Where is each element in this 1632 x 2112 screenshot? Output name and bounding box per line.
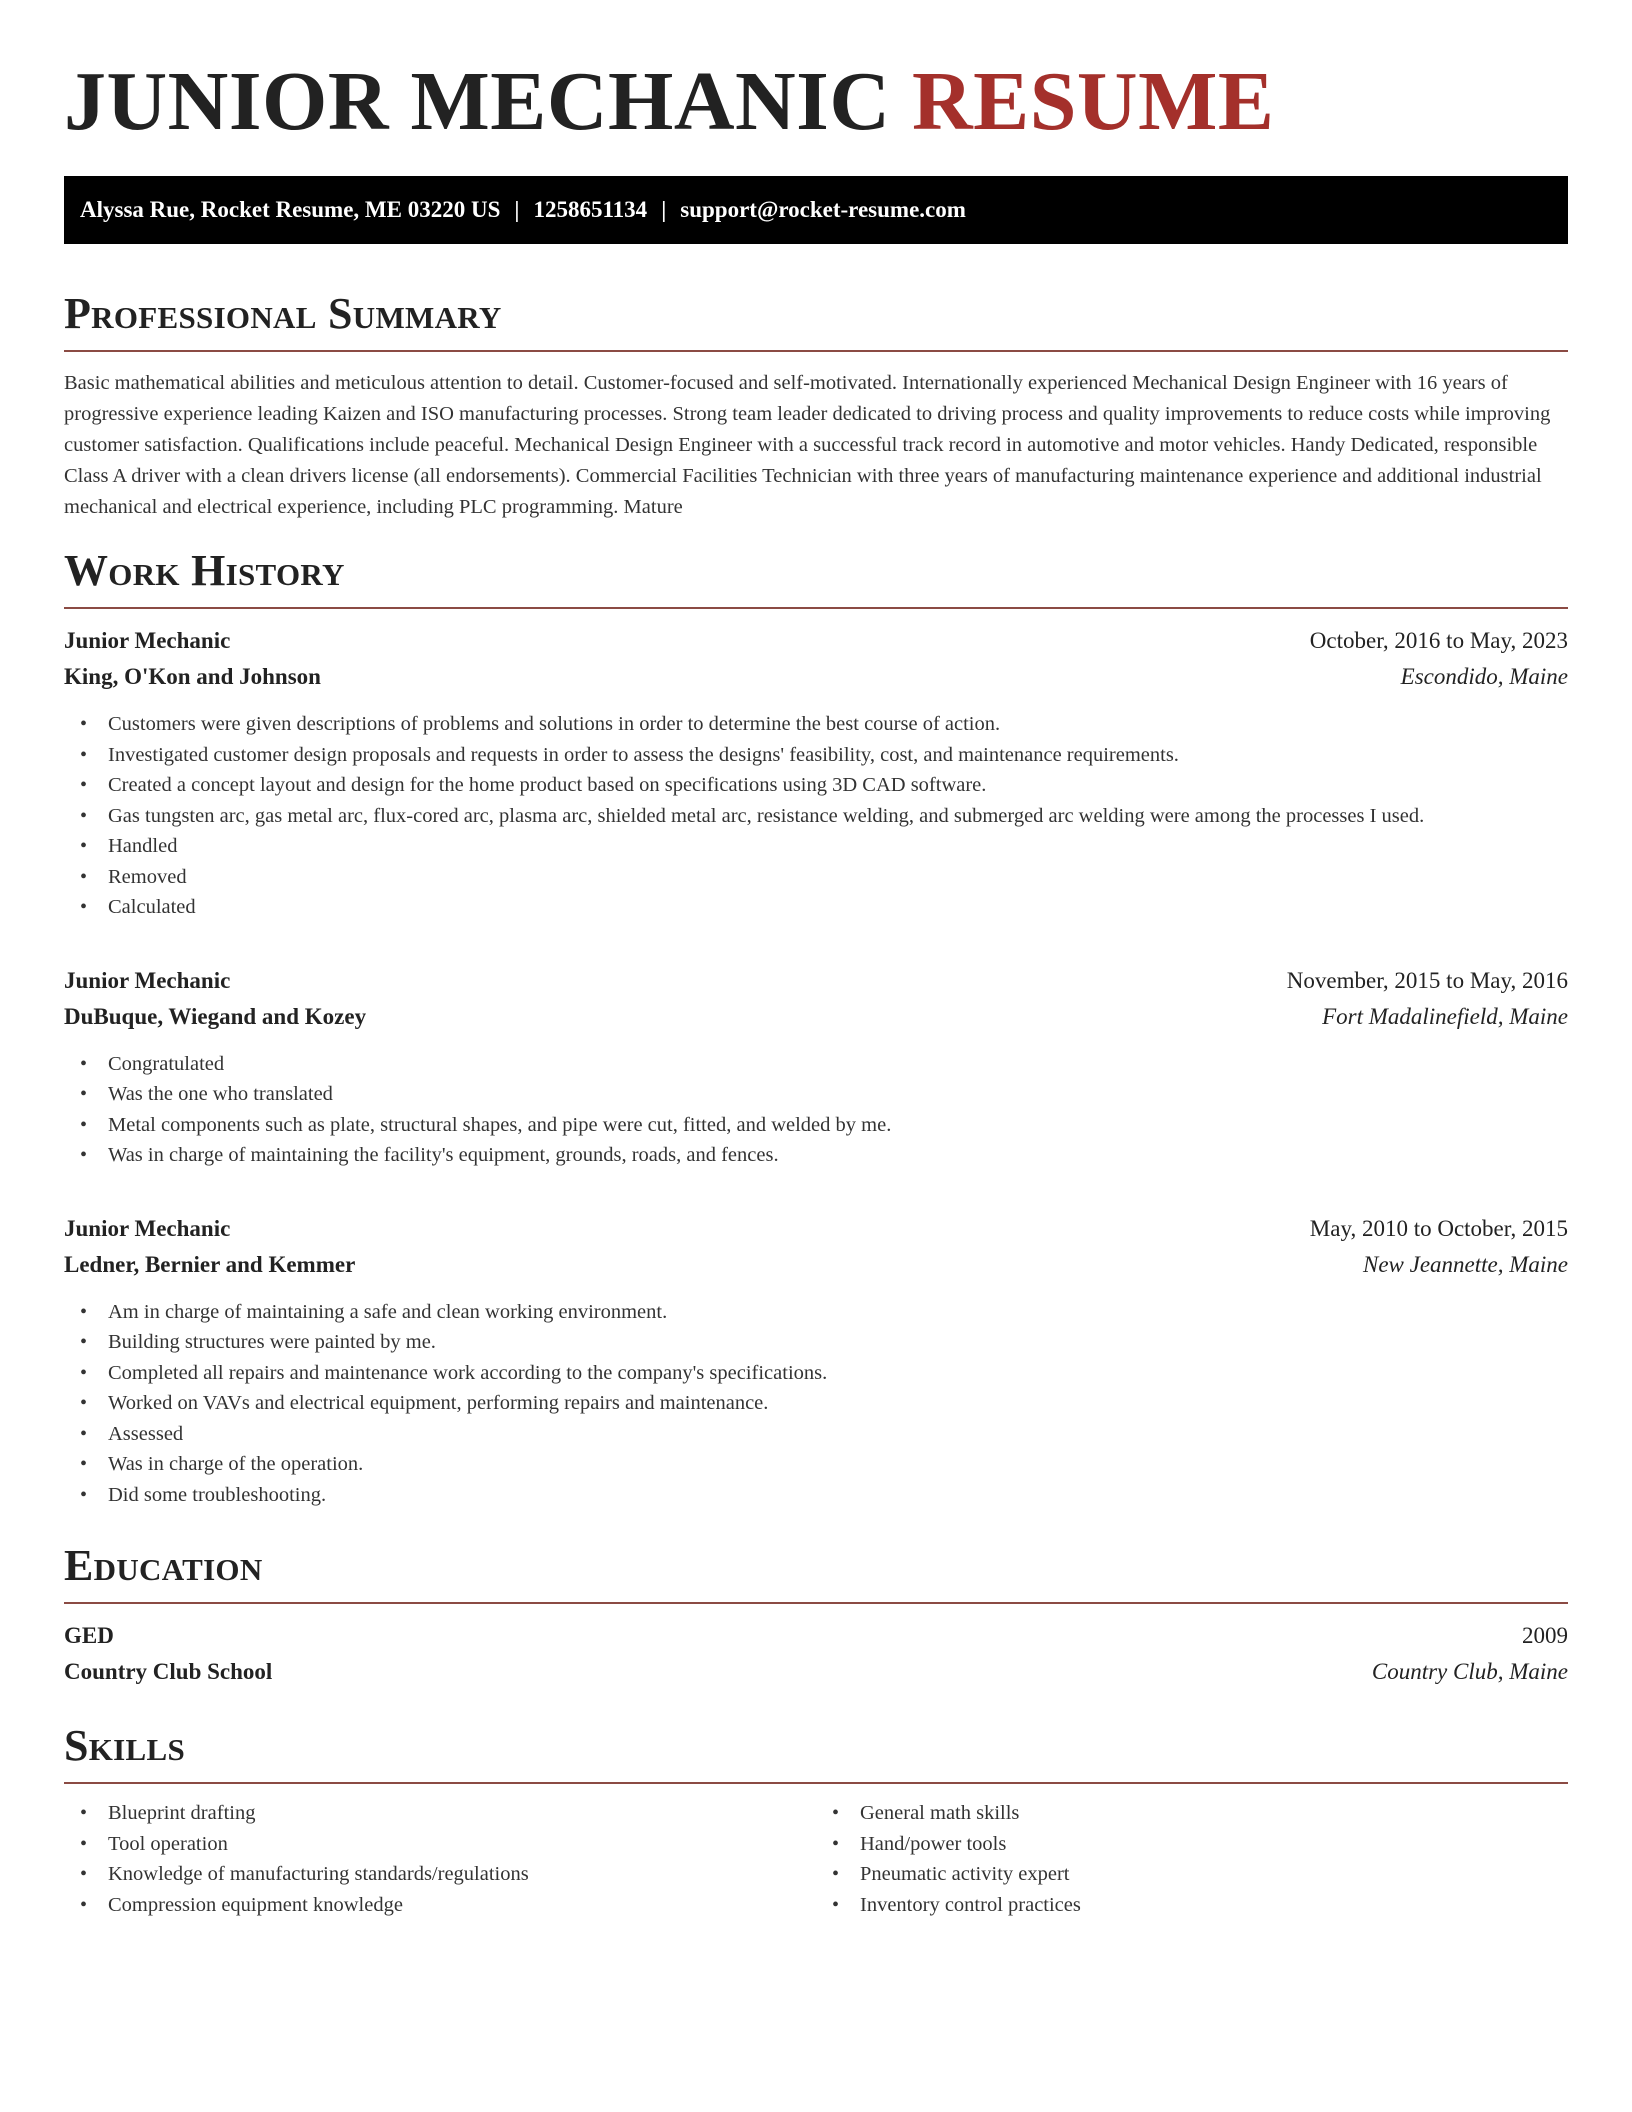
job-dates: May, 2010 to October, 2015 bbox=[1309, 1215, 1568, 1241]
job-bullets bbox=[64, 709, 1568, 923]
work-history-list bbox=[64, 623, 1568, 1510]
list-item: • Gas tungsten arc, gas metal arc, flux-cored arc, plasma arc, shielded metal arc, resistance welding, and submerged arc welding were among the processes I used. bbox=[64, 801, 1568, 832]
job-location: Fort Madalinefield, Maine bbox=[1322, 1003, 1568, 1029]
section-heading-skills: Skills bbox=[64, 1721, 186, 1770]
section-heading-work-history: Work History bbox=[64, 546, 345, 595]
job-title: Junior Mechanic bbox=[64, 967, 231, 993]
list-item: • Pneumatic activity expert bbox=[816, 1859, 1568, 1890]
job-company: Ledner, Bernier and Kemmer bbox=[64, 1251, 356, 1277]
job-entry bbox=[64, 1211, 1568, 1511]
list-item: • Blueprint drafting bbox=[64, 1798, 816, 1829]
title-main: JUNIOR MECHANIC bbox=[64, 55, 891, 148]
list-item: • Hand/power tools bbox=[816, 1829, 1568, 1860]
list-item: • Investigated customer design proposals and requests in order to assess the designs' feasibility, cost, and maintenance requirements. bbox=[64, 740, 1568, 771]
job-title: Junior Mechanic bbox=[64, 628, 231, 653]
list-item: • Was in charge of the operation. bbox=[64, 1449, 1568, 1480]
job-entry bbox=[64, 963, 1568, 1171]
list-item: • General math skills bbox=[816, 1798, 1568, 1829]
skills-column-left bbox=[64, 1798, 816, 1920]
list-item: • Did some troubleshooting. bbox=[64, 1480, 1568, 1511]
contact-separator: | bbox=[514, 197, 520, 222]
list-item: • Completed all repairs and maintenance work according to the company's specifications. bbox=[64, 1358, 1568, 1389]
job-location: Escondido, Maine bbox=[1400, 664, 1568, 689]
job-dates: October, 2016 to May, 2023 bbox=[1309, 628, 1568, 653]
section-divider bbox=[64, 1782, 1568, 1784]
section-heading-education: Education bbox=[64, 1541, 263, 1590]
list-item: • Handled bbox=[64, 831, 1568, 862]
contact-separator: | bbox=[661, 197, 667, 222]
job-entry bbox=[64, 623, 1568, 923]
job-dates: November, 2015 to May, 2016 bbox=[1286, 967, 1568, 993]
contact-phone: 1258651134 bbox=[533, 197, 648, 222]
contact-address: Alyssa Rue, Rocket Resume, ME 03220 US bbox=[80, 197, 501, 222]
summary-text: Basic mathematical abilities and meticulous attention to detail. Customer-focused and self-motivated. Internationally experienced Mechanical Design Engineer with 16 years of progressive experience leading Kaizen and ISO manufacturing processes. Strong team leader dedicated to driving process and quality improvements to reduce costs while improving customer satisfaction. Qualifications include peaceful. Mechanical Design Engineer with a successful track record in automotive and motor vehicles. Handy Dedicated, responsible Class A driver with a clean drivers license (all endorsements). Commercial Facilities Technician with three years of manufacturing maintenance experience and additional industrial mechanical and electrical experience, including PLC programming. Mature bbox=[64, 372, 1551, 518]
list-item: • Congratulated bbox=[64, 1049, 1568, 1080]
education-entry bbox=[64, 1618, 1568, 1690]
contact-bar bbox=[64, 176, 1568, 244]
list-item: • Knowledge of manufacturing standards/regulations bbox=[64, 1859, 816, 1890]
list-item: • Metal components such as plate, structural shapes, and pipe were cut, fitted, and welded by me. bbox=[64, 1110, 1568, 1141]
section-heading-summary: Professional Summary bbox=[64, 289, 502, 338]
job-title: Junior Mechanic bbox=[64, 1215, 231, 1241]
list-item: • Was the one who translated bbox=[64, 1079, 1568, 1110]
section-divider bbox=[64, 350, 1568, 352]
list-item: • Calculated bbox=[64, 892, 1568, 923]
job-bullets bbox=[64, 1049, 1568, 1171]
list-item: • Assessed bbox=[64, 1419, 1568, 1450]
list-item: • Removed bbox=[64, 862, 1568, 893]
education-year: 2009 bbox=[1522, 1623, 1568, 1648]
list-item: • Compression equipment knowledge bbox=[64, 1890, 816, 1921]
education-school: Country Club School bbox=[64, 1659, 273, 1684]
contact-email[interactable]: support@rocket-resume.com bbox=[680, 197, 966, 222]
list-item: • Created a concept layout and design for the home product based on specifications using 3D CAD software. bbox=[64, 770, 1568, 801]
resume-title bbox=[64, 52, 1568, 152]
section-divider bbox=[64, 607, 1568, 609]
education-degree: GED bbox=[64, 1623, 114, 1648]
list-item: • Customers were given descriptions of problems and solutions in order to determine the best course of action. bbox=[64, 709, 1568, 740]
list-item: • Worked on VAVs and electrical equipment, performing repairs and maintenance. bbox=[64, 1388, 1568, 1419]
job-company: DuBuque, Wiegand and Kozey bbox=[64, 1003, 367, 1029]
skills-column-right bbox=[816, 1798, 1568, 1920]
list-item: • Am in charge of maintaining a safe and clean working environment. bbox=[64, 1297, 1568, 1328]
education-location: Country Club, Maine bbox=[1371, 1659, 1568, 1684]
list-item: • Building structures were painted by me. bbox=[64, 1327, 1568, 1358]
title-accent: RESUME bbox=[912, 55, 1275, 148]
section-divider bbox=[64, 1602, 1568, 1604]
skills-list bbox=[64, 1798, 1568, 1920]
job-location: New Jeannette, Maine bbox=[1362, 1251, 1568, 1277]
job-bullets bbox=[64, 1297, 1568, 1511]
list-item: • Tool operation bbox=[64, 1829, 816, 1860]
list-item: • Was in charge of maintaining the facility's equipment, grounds, roads, and fences. bbox=[64, 1140, 1568, 1171]
job-company: King, O'Kon and Johnson bbox=[64, 664, 321, 689]
list-item: • Inventory control practices bbox=[816, 1890, 1568, 1921]
